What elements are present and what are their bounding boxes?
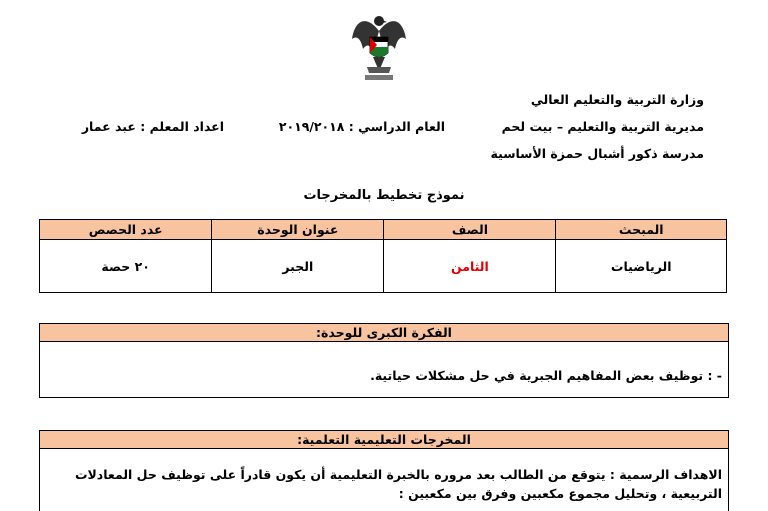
cell-sessions: ٢٠ حصة [40, 240, 212, 293]
big-idea-text: - : توظيف بعض المفاهيم الجبرية في حل مشكلات حياتية. [370, 368, 722, 383]
table-header-row [40, 220, 727, 240]
info-table [39, 219, 727, 293]
header-subject: المبحث [556, 220, 727, 240]
header-unit-title: عنوان الوحدة [212, 220, 384, 240]
directorate-name: مديرية التربية والتعليم – بيت لحم [501, 119, 704, 134]
school-name: مدرسة ذكور أشبال حمزة الأساسية [490, 146, 704, 161]
page-title: نموذج تخطيط بالمخرجات [303, 188, 465, 203]
outcomes-text: الاهداف الرسمية : يتوقع من الطالب بعد مروره بالخبرة التعليمية أن يكون قادراً على توظيف حل المعادلات التربيعية ، وتحليل مجموع مكعبين وفرق بين مكعبين : [74, 467, 722, 501]
table-row [40, 240, 727, 293]
big-idea-box [39, 323, 729, 398]
ministry-name: وزارة التربية والتعليم العالي [530, 92, 704, 107]
cell-subject: الرياضيات [556, 240, 727, 293]
cell-unit-title: الجبر [212, 240, 384, 293]
header-grade: الصف [384, 220, 556, 240]
header-sessions: عدد الحصص [40, 220, 212, 240]
academic-year: العام الدراسي : ٢٠١٩/٢٠١٨ [278, 119, 445, 134]
outcomes-heading: المخرجات التعليمية التعلمية: [40, 431, 728, 449]
prepared-by: اعداد المعلم : عبد عمار [81, 119, 224, 134]
outcomes-box [39, 430, 729, 511]
big-idea-heading: الفكرة الكبرى للوحدة: [40, 324, 728, 342]
palestine-eagle-emblem-icon [349, 9, 409, 85]
cell-grade: الثامن [384, 240, 556, 293]
